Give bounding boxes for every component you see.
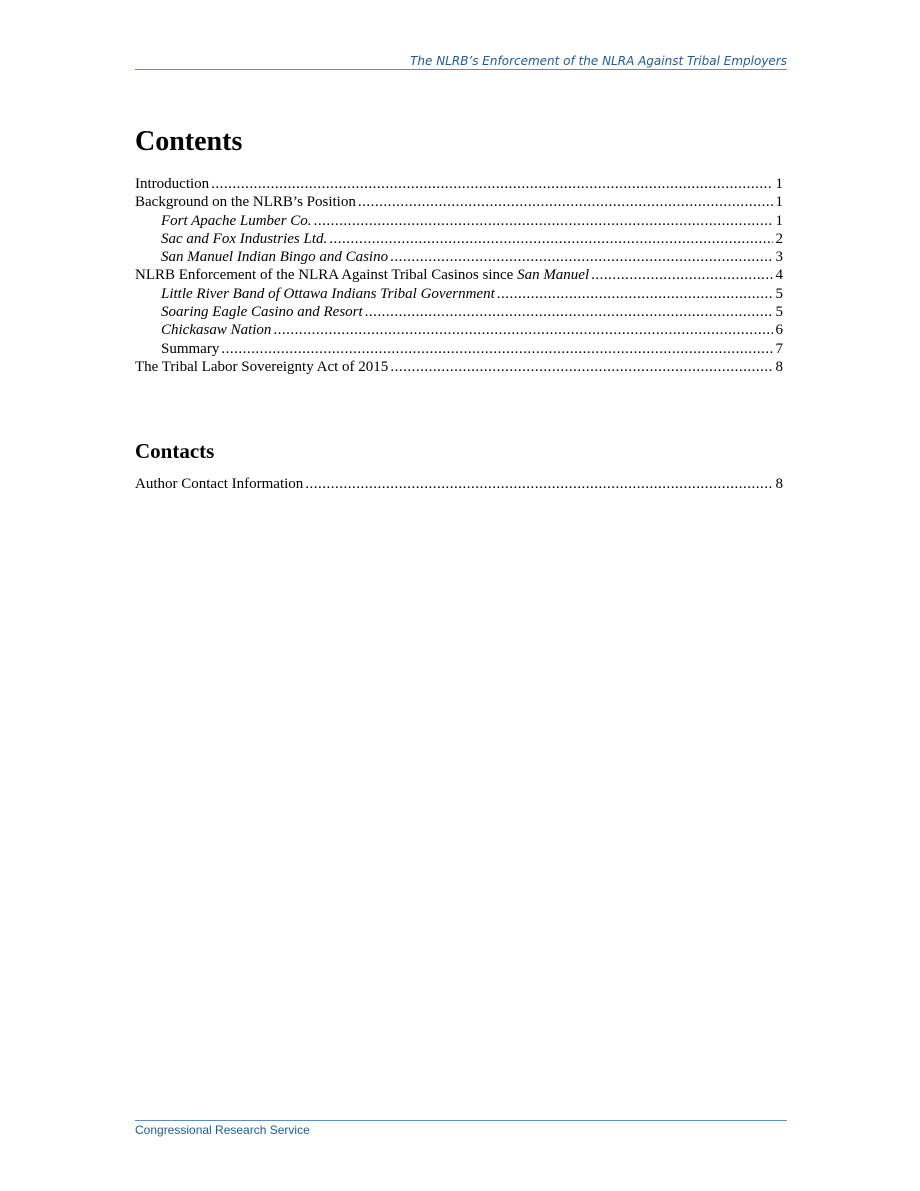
toc-entry-title (161, 321, 271, 339)
toc-page-number: 7 (775, 340, 783, 357)
table-of-contents (135, 175, 783, 376)
toc-entry[interactable] (135, 321, 783, 339)
toc-page-number: 2 (775, 230, 783, 247)
toc-entry[interactable] (135, 340, 783, 358)
dot-leader (305, 475, 772, 493)
toc-entry-italic-text: San Manuel (517, 267, 590, 284)
contacts-list (135, 475, 783, 493)
dot-leader (211, 175, 772, 193)
toc-entry-title (135, 175, 209, 193)
toc-page-number: 5 (775, 285, 783, 302)
toc-entry-title (161, 248, 388, 266)
toc-entry-title (161, 230, 327, 248)
toc-entry[interactable] (135, 358, 783, 376)
toc-entry-title (161, 303, 363, 321)
dot-leader (273, 321, 772, 339)
dot-leader (329, 230, 772, 248)
toc-page-number: 6 (775, 322, 783, 339)
dot-leader (591, 266, 772, 284)
toc-entry[interactable] (135, 266, 783, 284)
contacts-heading: Contacts (135, 439, 215, 463)
dot-leader (358, 193, 773, 211)
toc-entry-title (135, 193, 356, 211)
toc-page-number: 1 (775, 194, 783, 211)
toc-entry-text: The Tribal Labor Sovereignty Act of 2015 (135, 358, 389, 375)
toc-entry[interactable] (135, 212, 783, 230)
toc-entry-italic-text: Sac and Fox Industries Ltd. (161, 230, 328, 247)
toc-entry-italic-text: Chickasaw Nation (161, 322, 272, 339)
toc-entry[interactable] (135, 248, 783, 266)
toc-entry-text: Introduction (135, 176, 210, 192)
toc-entry-italic-text: Soaring Eagle Casino and Resort (161, 304, 363, 321)
dot-leader (390, 358, 772, 376)
toc-entry[interactable] (135, 230, 783, 248)
toc-entry[interactable] (135, 175, 783, 193)
dot-leader (497, 285, 773, 303)
dot-leader (390, 248, 772, 266)
toc-entry-title (161, 340, 219, 358)
toc-entry-text: NLRB Enforcement of the NLRA Against Tribal Casinos since (135, 267, 518, 284)
running-header: The NLRB’s Enforcement of the NLRA Against Tribal Employers (410, 54, 787, 68)
toc-entry-text: Background on the NLRB’s Position (135, 194, 356, 211)
toc-entry-text: Summary (161, 340, 220, 357)
dot-leader (314, 212, 773, 230)
toc-entry-text: Author Contact Information (135, 476, 304, 492)
toc-page-number: 4 (775, 267, 783, 284)
toc-entry-italic-text: Fort Apache Lumber Co. (161, 212, 312, 229)
toc-entry-title (135, 358, 388, 376)
header-rule (135, 69, 787, 70)
dot-leader (365, 303, 773, 321)
toc-entry[interactable] (135, 193, 783, 211)
toc-page-number: 1 (775, 212, 783, 229)
toc-page-number: 8 (775, 358, 783, 375)
toc-entry-italic-text: Little River Band of Ottawa Indians Tribal Government (161, 285, 495, 302)
toc-entry[interactable] (135, 303, 783, 321)
toc-entry-italic-text: San Manuel Indian Bingo and Casino (161, 249, 389, 266)
dot-leader (221, 340, 772, 358)
toc-page-number: 1 (775, 176, 783, 192)
running-footer: Congressional Research Service (135, 1123, 310, 1137)
footer-rule (135, 1120, 787, 1121)
toc-entry-title (135, 475, 303, 493)
toc-page-number: 3 (775, 249, 783, 266)
toc-page-number: 5 (775, 304, 783, 321)
toc-entry[interactable] (135, 475, 783, 493)
toc-entry-title (135, 266, 589, 284)
toc-entry[interactable] (135, 285, 783, 303)
toc-entry-title (161, 285, 495, 303)
toc-page-number: 8 (775, 476, 783, 492)
toc-entry-title (161, 212, 312, 230)
contents-heading: Contents (135, 126, 243, 157)
